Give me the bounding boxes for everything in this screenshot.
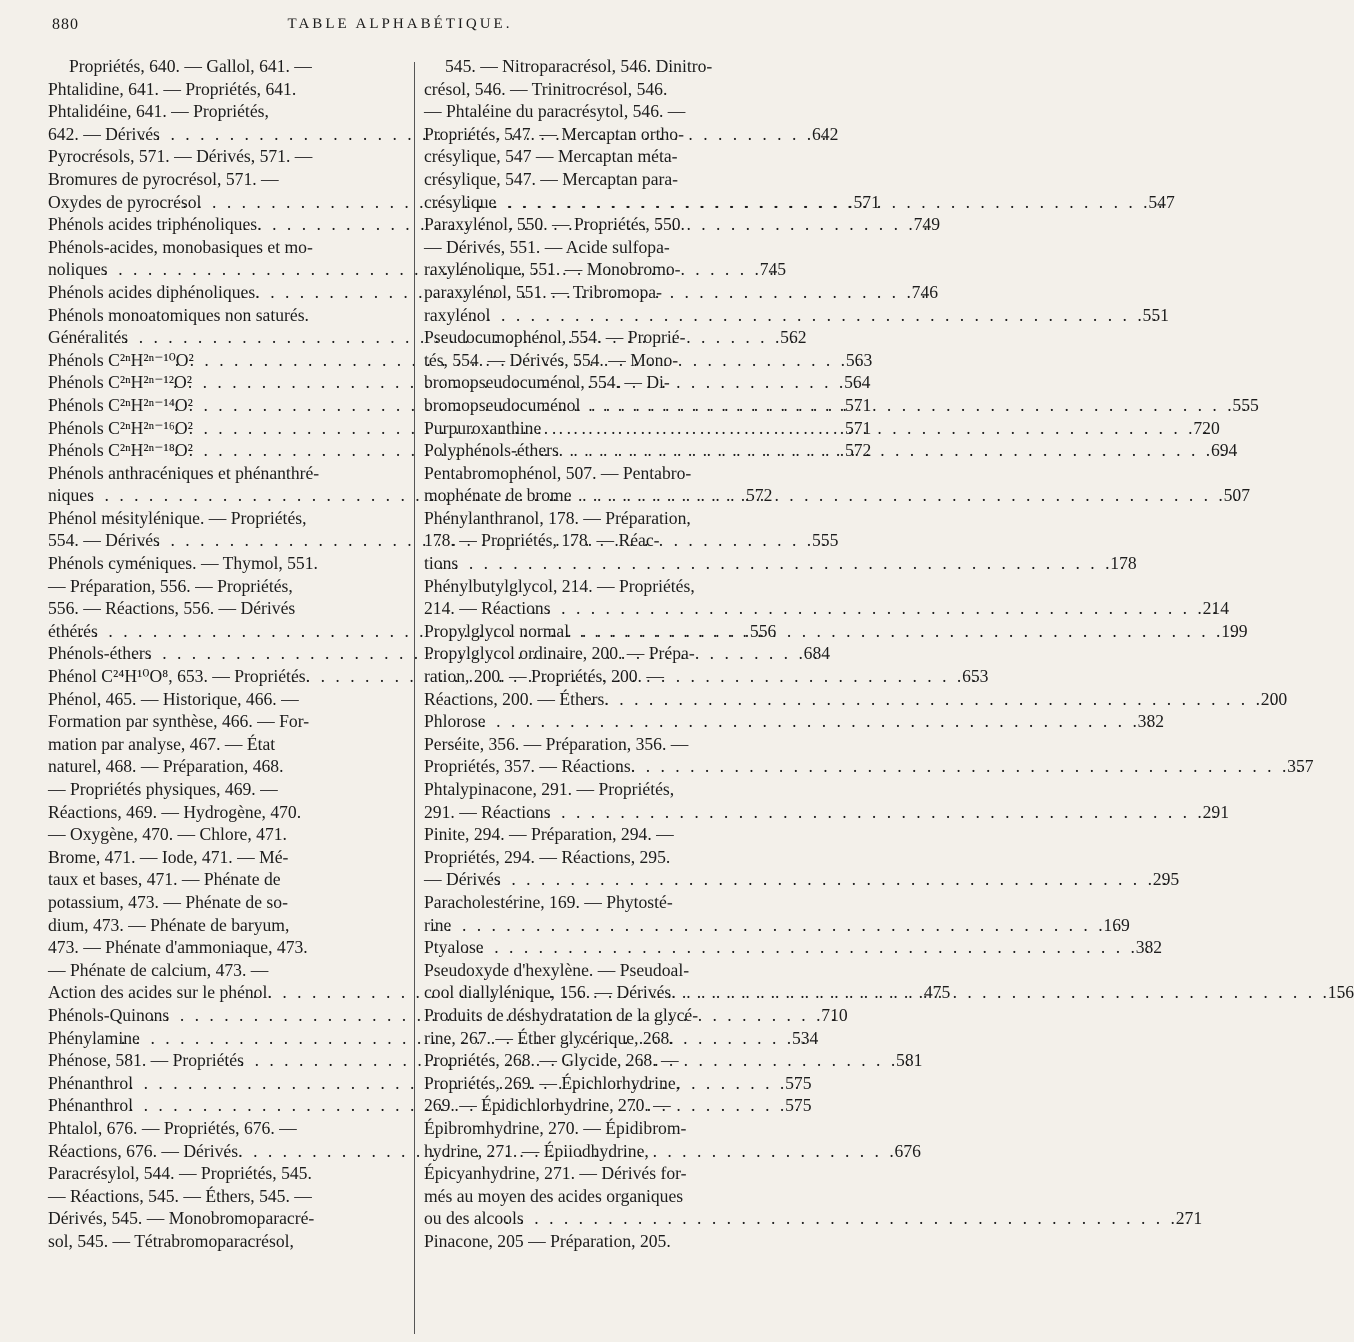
page-reference: 357 bbox=[1287, 756, 1314, 777]
page-reference: 291 bbox=[1202, 801, 1230, 822]
entry-text: Phénanthrol bbox=[48, 1095, 134, 1116]
page-reference: 551 bbox=[1142, 304, 1169, 325]
page-reference: 694 bbox=[1210, 440, 1238, 461]
index-entry bbox=[424, 778, 1230, 823]
entry-line: Paracrésylol, 544. — Propriétés, 545. bbox=[48, 1163, 312, 1184]
entry-line: crésol, 546. — Trinitrocrésol, 546. bbox=[424, 78, 668, 99]
entry-text: tions bbox=[424, 553, 459, 574]
entry-line: Propriétés, 294. — Réactions, 295. bbox=[424, 846, 671, 867]
entry-line: potassium, 473. — Phénate de so- bbox=[48, 891, 288, 912]
page-reference: 720 bbox=[1193, 417, 1220, 438]
entry-line: Brome, 471. — Iode, 471. — Mé- bbox=[48, 846, 289, 867]
entry-line: Perséite, 356. — Préparation, 356. — bbox=[424, 733, 689, 754]
entry-line: Phtalol, 676. — Propriétés, 676. — bbox=[48, 1117, 297, 1138]
page-reference: 562 bbox=[780, 327, 807, 348]
entry-line: Phénylbutylglycol, 214. — Propriétés, bbox=[424, 575, 695, 596]
page-reference: 382 bbox=[1137, 711, 1165, 732]
entry-line bbox=[424, 710, 1165, 733]
entry-line: 178. — Propriétés, 178. — Réac- bbox=[424, 530, 660, 551]
entry-line: sol, 545. — Tétrabromoparacrésol, bbox=[48, 1230, 294, 1251]
entry-line bbox=[424, 552, 1137, 575]
entry-line: Propriétés, 640. — Gallol, 641. — bbox=[69, 56, 312, 76]
page-reference: 745 bbox=[759, 259, 787, 280]
entry-line: 473. — Phénate d'ammoniaque, 473. bbox=[48, 937, 308, 958]
entry-line: — Dérivés, 551. — Acide sulfopa- bbox=[424, 236, 670, 257]
entry-text: 291. — Réactions bbox=[424, 801, 551, 822]
entry-line bbox=[424, 1207, 1203, 1230]
page-reference: 556 bbox=[749, 620, 777, 641]
entry-text: Phénol C²⁴H¹⁰O⁸, 653. — Propriétés. bbox=[48, 666, 310, 687]
entry-line: Paraxylénol, 550. — Propriétés, 550. bbox=[424, 214, 685, 235]
page-number: 880 bbox=[52, 16, 79, 33]
entry-text: raxylénol bbox=[424, 304, 491, 325]
page-reference: 684 bbox=[803, 643, 831, 664]
entry-text: Oxydes de pyrocrésol bbox=[48, 191, 202, 212]
entry-text: Purpuroxanthine bbox=[424, 417, 542, 438]
entry-text: Phénols C²ⁿH²ⁿ⁻¹⁶O² bbox=[48, 417, 193, 438]
entry-text: Phénols C²ⁿH²ⁿ⁻¹⁸O² bbox=[48, 440, 193, 461]
entry-line: ration, 200. — Propriétés, 200. — bbox=[424, 666, 664, 687]
entry-text: ou des alcools bbox=[424, 1208, 524, 1229]
index-entry bbox=[424, 462, 1250, 507]
entry-line: — Oxygène, 470. — Chlore, 471. bbox=[48, 824, 287, 845]
entry-line bbox=[424, 620, 1248, 643]
dot-leader bbox=[501, 868, 1172, 891]
entry-line: Propriétés, 547. — Mercaptan ortho- bbox=[424, 123, 684, 144]
page-reference: 507 bbox=[1223, 485, 1250, 506]
index-entry bbox=[424, 891, 1130, 936]
entry-line bbox=[424, 484, 1250, 507]
index-entry bbox=[424, 823, 1180, 891]
entry-text: noliques bbox=[48, 259, 108, 280]
entry-line: crésylique, 547 — Mercaptan méta- bbox=[424, 146, 678, 167]
entry-text: rine bbox=[424, 914, 452, 935]
entry-line bbox=[424, 304, 1169, 327]
page-reference: 169 bbox=[1103, 914, 1130, 935]
entry-line bbox=[424, 936, 1163, 959]
page-reference: 564 bbox=[844, 372, 871, 393]
entry-line: paraxylénol, 551. — Tribromopa- bbox=[424, 281, 662, 302]
entry-line: Phénol mésitylénique. — Propriétés, bbox=[48, 507, 307, 528]
entry-line: Produits de déshydratation de la glycé- bbox=[424, 1004, 699, 1025]
index-entry bbox=[424, 620, 1248, 643]
entry-line bbox=[424, 801, 1230, 824]
entry-text: Phénols C²ⁿH²ⁿ⁻¹⁰O² bbox=[48, 349, 194, 370]
entry-line: Formation par synthèse, 466. — For- bbox=[48, 711, 310, 732]
entry-text: niques bbox=[48, 485, 94, 506]
dot-leader bbox=[541, 417, 1212, 440]
entry-line: Phénols-acides, monobasiques et mo- bbox=[48, 236, 313, 257]
entry-line: Épibromhydrine, 270. — Épidibrom- bbox=[424, 1117, 687, 1138]
entry-text: 642. — Dérivés bbox=[48, 123, 160, 144]
dot-leader bbox=[524, 1207, 1195, 1230]
index-entry bbox=[424, 1230, 774, 1253]
entry-text: 214. — Réactions bbox=[424, 598, 551, 619]
entry-line: Pseudocumophénol, 554. — Proprié- bbox=[424, 327, 686, 348]
entry-line: Phénols anthracéniques et phénanthré- bbox=[48, 462, 320, 483]
entry-text: 554. — Dérivés bbox=[48, 530, 160, 551]
entry-text: éthérés bbox=[48, 620, 98, 641]
entry-line: mation par analyse, 467. — État bbox=[48, 733, 276, 754]
entry-text: mophénate de brome bbox=[424, 485, 572, 506]
index-entry bbox=[424, 936, 1163, 959]
entry-text: cool diallylénique, 156. — Dérivés. bbox=[424, 982, 676, 1003]
entry-text: Phénols-Quinons bbox=[48, 1004, 170, 1025]
entry-line: Pyrocrésols, 571. — Dérivés, 571. — bbox=[48, 146, 313, 167]
page-reference: 575 bbox=[785, 1095, 812, 1116]
entry-line: Phénol, 465. — Historique, 466. — bbox=[48, 688, 299, 709]
index-entry bbox=[48, 1162, 408, 1252]
dot-leader bbox=[496, 191, 1167, 214]
entry-line bbox=[424, 868, 1180, 891]
index-entry bbox=[424, 733, 1314, 778]
entry-line bbox=[424, 597, 1230, 620]
entry-line: Phtalidéine, 641. — Propriétés, bbox=[48, 101, 269, 122]
entry-line: Pinite, 294. — Préparation, 294. — bbox=[424, 824, 674, 845]
entry-line: Propriétés, 269. — Épichlorhydrine, bbox=[424, 1072, 681, 1093]
page-header bbox=[0, 16, 800, 44]
page-reference: 271 bbox=[1175, 1208, 1203, 1229]
entry-text: Phénols acides triphénoliques. bbox=[48, 214, 262, 235]
page-reference: 534 bbox=[791, 1027, 819, 1048]
entry-line: 269. — Épidichlorhydrine, 270. — bbox=[424, 1095, 671, 1116]
column-divider bbox=[414, 62, 415, 1334]
page-reference: 571 bbox=[844, 417, 872, 438]
entry-text: Phénanthrol bbox=[48, 1072, 134, 1093]
page-reference: 178 bbox=[1110, 553, 1137, 574]
page-reference: 581 bbox=[896, 1050, 923, 1071]
entry-text: Phénylamine bbox=[48, 1027, 140, 1048]
entry-line: — Propriétés physiques, 469. — bbox=[48, 779, 278, 799]
entry-line: Propriétés, 268. — Glycide, 268. — bbox=[424, 1050, 679, 1071]
entry-text: Phénols C²ⁿH²ⁿ⁻¹⁴O² bbox=[48, 394, 193, 415]
index-entry bbox=[424, 710, 1165, 733]
entry-line: crésylique, 547. — Mercaptan para- bbox=[424, 168, 679, 189]
entry-text: Phénose, 581. — Propriétés bbox=[48, 1050, 244, 1071]
dot-leader bbox=[580, 394, 1251, 417]
page-reference: 199 bbox=[1221, 620, 1248, 641]
entry-line: — Phénate de calcium, 473. — bbox=[48, 959, 269, 980]
entry-line: Phénylanthranol, 178. — Préparation, bbox=[424, 507, 691, 528]
entry-text: Phénols-éthers bbox=[48, 643, 152, 664]
entry-line: 556. — Réactions, 556. — Dérivés bbox=[48, 598, 296, 619]
entry-line: — Préparation, 556. — Propriétés, bbox=[48, 575, 293, 596]
dot-leader bbox=[458, 552, 1129, 575]
page-reference: 746 bbox=[911, 281, 939, 302]
entry-line: Phénols cyméniques. — Thymol, 551. bbox=[48, 553, 318, 574]
entry-text: Propylglycol normal bbox=[424, 620, 570, 641]
entry-text: Propriétés, 357. — Réactions. bbox=[424, 756, 636, 777]
page-reference: 475 bbox=[923, 982, 951, 1003]
entry-text: Réactions, 200. — Éthers. bbox=[424, 688, 609, 709]
page-reference: 547 bbox=[1148, 191, 1175, 212]
dot-leader bbox=[676, 981, 1347, 1004]
entry-line: Bromures de pyrocrésol, 571. — bbox=[48, 168, 279, 189]
page-reference: 676 bbox=[894, 1140, 921, 1161]
entry-line: tés, 554. — Dérivés, 554. — Mono- bbox=[424, 349, 679, 370]
dot-leader bbox=[451, 914, 1122, 937]
entry-line: Phtalidine, 641. — Propriétés, 641. bbox=[48, 78, 297, 99]
dot-leader bbox=[551, 801, 1222, 824]
page-reference: 575 bbox=[785, 1072, 812, 1093]
dot-leader bbox=[635, 755, 1306, 778]
entry-line: Paracholestérine, 169. — Phytosté- bbox=[424, 891, 673, 912]
dot-leader bbox=[486, 710, 1157, 733]
entry-line: Propylglycol ordinaire, 200. — Prépa- bbox=[424, 643, 695, 664]
dot-leader bbox=[484, 936, 1155, 959]
entry-line: naturel, 468. — Préparation, 468. bbox=[48, 756, 284, 777]
page-reference: 295 bbox=[1152, 869, 1180, 890]
page-reference: 572 bbox=[844, 440, 872, 461]
page-reference: 642 bbox=[811, 123, 839, 144]
entry-line: Pseudoxyde d'hexylène. — Pseudoal- bbox=[424, 959, 690, 980]
entry-text: Réactions, 676. — Dérivés. bbox=[48, 1140, 243, 1161]
page-reference: 156 bbox=[1327, 982, 1354, 1003]
page-reference: 563 bbox=[845, 349, 873, 370]
entry-line bbox=[424, 688, 1288, 711]
page-reference: 214 bbox=[1202, 598, 1230, 619]
dot-leader bbox=[569, 620, 1240, 643]
page-reference: 555 bbox=[811, 530, 839, 551]
page-reference: 653 bbox=[962, 666, 989, 687]
page-reference: 710 bbox=[821, 1004, 848, 1025]
entry-line: Réactions, 469. — Hydrogène, 470. bbox=[48, 801, 302, 822]
entry-line: dium, 473. — Phénate de baryum, bbox=[48, 914, 290, 935]
page-reference: 382 bbox=[1135, 937, 1163, 958]
entry-line: Dérivés, 545. — Monobromoparacré- bbox=[48, 1208, 315, 1229]
entry-line bbox=[424, 914, 1130, 937]
entry-line: Épicyanhydrine, 271. — Dérivés for- bbox=[424, 1163, 687, 1184]
entry-line: raxylénolique, 551. — Monobromo- bbox=[424, 259, 681, 280]
entry-line: més au moyen des acides organiques bbox=[424, 1185, 684, 1206]
entry-text: bromopseudocuménol bbox=[424, 394, 581, 415]
entry-text: Action des acides sur le phénol. bbox=[48, 982, 272, 1003]
running-title: TABLE ALPHABÉTIQUE. bbox=[287, 16, 513, 32]
dot-leader bbox=[572, 484, 1243, 507]
entry-line: 545. — Nitroparacrésol, 546. Dinitro- bbox=[445, 56, 713, 76]
page-reference: 572 bbox=[746, 485, 773, 506]
entry-text: Polyphénols-éthers bbox=[424, 440, 559, 461]
page-reference: 571 bbox=[853, 191, 880, 212]
dot-leader bbox=[559, 439, 1230, 462]
dot-leader bbox=[609, 688, 1280, 711]
entry-line bbox=[424, 755, 1314, 778]
entry-text: Phénols acides diphénoliques. bbox=[48, 281, 260, 302]
page-reference: 749 bbox=[913, 214, 940, 235]
dot-leader bbox=[490, 304, 1161, 327]
entry-line: — Phtaléine du paracrésytol, 546. — bbox=[424, 101, 686, 122]
entry-line: Pentabromophénol, 507. — Pentabro- bbox=[424, 462, 692, 483]
page-reference: 200 bbox=[1260, 688, 1288, 709]
entry-line: — Réactions, 545. — Éthers, 545. — bbox=[48, 1185, 312, 1206]
entry-line: taux et bases, 471. — Phénate de bbox=[48, 869, 281, 890]
entry-text: Phlorose bbox=[424, 711, 486, 732]
entry-line: rine, 267. — Éther glycérique, 268. bbox=[424, 1027, 674, 1048]
entry-line: Phtalypinacone, 291. — Propriétés, bbox=[424, 779, 675, 799]
entry-line: Pinacone, 205 — Préparation, 205. bbox=[424, 1230, 671, 1251]
page-reference: 571 bbox=[844, 394, 872, 415]
entry-text: crésylique bbox=[424, 191, 497, 212]
entry-line: hydrine, 271. — Épiiodhydrine, bbox=[424, 1140, 649, 1161]
page-reference: 555 bbox=[1232, 394, 1259, 415]
entry-text: Ptyalose bbox=[424, 937, 484, 958]
entry-text: — Dérivés bbox=[424, 869, 501, 890]
index-entry bbox=[424, 575, 1230, 620]
entry-text: Phénols C²ⁿH²ⁿ⁻¹²O² bbox=[48, 372, 193, 393]
entry-line: Phénols monoatomiques non saturés. bbox=[48, 304, 309, 325]
entry-line: bromopseudocuménol, 554. — Di- bbox=[424, 372, 670, 393]
entry-text: Généralités bbox=[48, 327, 129, 348]
dot-leader bbox=[551, 597, 1222, 620]
